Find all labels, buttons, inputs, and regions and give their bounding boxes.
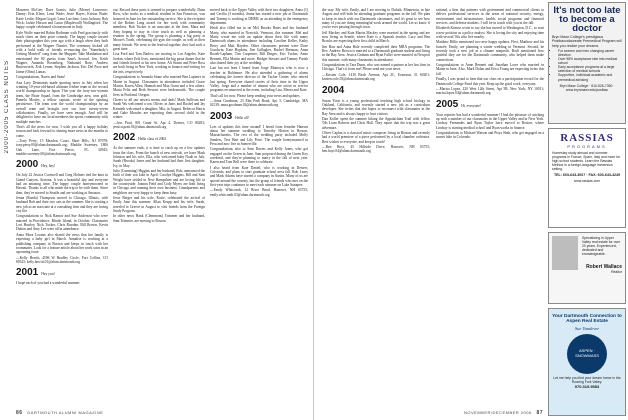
ad-rassias-programs[interactable]	[548, 128, 626, 228]
rassias-phone: TEL: 603-643-3007 · FAX: 603-643-4249	[553, 173, 621, 178]
class-note-paragraph: moved back to the Upper Valley with their two daughters, Anna (1) and Cecilia (3 months). Jenna has started a new job at Dartmouth and Tommy is working at DHMC as an attending in the emergency department.	[210, 8, 308, 26]
class-note-paragraph: Jenna (Rueda) Thompson moved to Chicago, Illinois, with husband Rob and their two cats in the summer. She is starting a new job as an associate at a consulting firm and they are loving city life.	[16, 196, 108, 214]
ad-postbac-subtitle: Bryn Mawr College's prestigious Postbaccalaureate Premedical Program will help you realize your dreams.	[552, 35, 622, 48]
class-note-paragraph: Congratulations also to Sam Davies and Kelly Jones, who got engaged on the Green in June. Sam proposed during the Green Key weekend, and they're planning to marry in the fall of next year. Karen and Tom Bell were there to celebrate.	[210, 147, 308, 165]
class-year-greeting: Hello all!	[235, 115, 249, 120]
class-note-paragraph: Congratulations, Norris and Sean!	[16, 75, 66, 80]
class-note-paragraph: That's all for now. Please keep sending your news and updates.	[210, 93, 301, 98]
class-note-paragraph: Dan Koller spent the summer hiking the Appalachian Trail with fellow '04s Liam Roberts and Chris Hall. They report that the trip was a great adventure.	[322, 116, 430, 130]
class-note-paragraph: Susan Yoon is a young professional teaching high school biology in Oakland, California, and recently started a new job as a curriculum developer. She writes that she hopes to reconnect with classmates in the Bay Area and is always happy to host visitors.	[322, 98, 430, 116]
ad-postbac-bullet: • For women and men changing career direction	[558, 49, 622, 57]
class-year-heading	[16, 267, 108, 280]
class-note-paragraph: Matthew Billie mentioned two new happy updates. First, Matthew and his fiancée, Emily, are planning a winter wedding in Vermont. Second, he recently took a new job at a climate nonprofit. Both mentioned how grateful they are for the Dartmouth community, who helped them make connections.	[436, 40, 544, 62]
class-note-paragraph: Maureen McGee; Dave Gomis; Julie (Morse) Lawrence; Danny; Erin Klein; Lena Wade; Jesse Hayes; Kristin Wade; Katie Leslie; Megan Gogol; Lena Lucchini; Lena Jackson; Rob Wick; Jackie Hixson and Laura (Maplewall) Wallingford. The happy couple celebrated a honeymoon in Italy.	[16, 8, 108, 30]
class-year-greeting: Hey, hey!	[41, 164, 56, 169]
class-year: 2005	[436, 98, 459, 110]
class-year-greeting: Hi, everyone!	[461, 103, 482, 108]
aspen-headline: Your Dartmouth Connection to Aspen Real Estate	[552, 314, 622, 324]
aspen-phone: 970.319.9583	[574, 384, 600, 389]
right-footer	[464, 410, 543, 416]
class-year-heading	[436, 99, 544, 112]
class-note-paragraph: rational, a firm that partners with government and commercial clients to deliver professional services in the areas of national security, energy, environment and infrastructure, health, social programs and financial services, and defense markets. I will be in touch with you in the fall.	[436, 8, 544, 26]
aspen-logo-circle	[567, 334, 607, 374]
class-note-paragraph: Julie (Cumming) Higgins and her husband, Rob, announced the birth of their son Jake in April. Carolyn Higgins, Bill and Sam Wright have settled in New Hampshire and are loving life in the countryside. Joanna Field and Cody Myers are both living in Chicago and running their own business. Grandparents and neighbors are very happy to keep them busy.	[113, 169, 205, 195]
realtor-role: Realtor	[611, 270, 622, 275]
class-note-paragraph: In other news Hank (Clemmons) Trimmer and her husband, Sam Trimmer, are moving to Boston.	[113, 214, 205, 223]
class-note-paragraph: I also heard from Kate Daniel, who is working in Denver, Colorado, and plans to start graduate school next fall. Rob Leary and Mark Adams have started a company in Austin. Many of us are spread around the country, but the group of friends who met on the first-year trips continues to meet each summer on Lake Sunapee.	[210, 165, 308, 188]
class-note-paragraph: As the summer ends, it is time to catch up on a few updates from the class. From the bunch of new arrivals, we have Mark Johnson and his wife, Ella, who welcomed baby Noah in July. Sarah (Brooks) Jones and her husband had their first daughter, Ivy, in May.	[113, 146, 205, 168]
left-page-number: 86	[16, 410, 23, 416]
realtor-photo	[552, 236, 578, 270]
class-note-paragraph: Cheers to all our newest moms and dads! Mark Sullivan and Sarah Wu welcomed a son, Oliver, in June, and Rachel and Jay Kenneth welcomed a daughter, Mia, in August. Rebecca Harris and Gabe Morales are expecting their second child in the winter.	[113, 97, 205, 120]
class-note-paragraph: —Kelly Hewitt, 4506 W Bradley Circle, Fort Collins, CO 80525; kelly.hewitt.01@alum.dartmouth.org	[16, 255, 108, 264]
class-year-heading	[16, 159, 108, 172]
class-note-paragraph: Oliver Caplan is a classical music composer living in Boston and recently had a world premiere of a piece performed by a local chamber orchestra. Best wishes to everyone, and keep in touch!	[322, 130, 430, 144]
class-year: 2001	[16, 267, 39, 279]
class-year: 2000	[16, 159, 39, 171]
class-note-paragraph: Finally, I was proud to hear that our class set a participation record for the Dartmouth College Fund this year. Keep up the good work, everyone.	[436, 77, 544, 86]
aspen-description: Let me help you find your dream home in the Roaring Fork Valley.	[553, 376, 621, 384]
class-note-paragraph: —Tony Perry, 15 Meadow Court, Short Hills, NJ 07078; tony.perry.00@alum.dartmouth.org; Maddie Sweeney, 1806 Oak Lane, Fort Pierce, FL 34945; maddie.sweeney.00@alum.dartmouth.org	[16, 138, 108, 156]
class-note-paragraph: —Ben Hoyt, 45 Hillside Drive, Hanover, NH 03755; ben.hoyt.04@alum.dartmouth.org	[322, 144, 430, 154]
class-note-paragraph: Anna Mora Loomis also shared the news that her family is expecting a baby girl in March. Annalise is working at a publishing company in Boston and keeps in touch with her roommates. Look for a feature article about her work soon in an upcoming issue.	[16, 232, 108, 255]
rassias-website[interactable]: www.rassias.com	[573, 179, 601, 184]
class-note-paragraph: Lisa Ford and Tom Barlow are moving to Los Angeles. Kate Jordan, where Erik lives, mentioned the big pasta dinner that he and friends hosted at his new home. Ali Sturm and Peter Ross are both living in New York, working in finance and writing for the arts, respectively.	[113, 52, 205, 74]
class-year-heading	[322, 85, 430, 98]
column-right-2	[436, 8, 544, 408]
class-year-greeting: Hey you!	[41, 272, 55, 277]
aspen-agent-name: Sue Vandever	[574, 326, 600, 331]
column-left-2	[113, 8, 205, 408]
side-tag: 2000-2005 CLASS NOTES	[4, 60, 10, 154]
column-left-3	[210, 8, 308, 408]
ad-postbac-premed[interactable]	[548, 2, 626, 124]
class-note-paragraph: Congratulations to Anne Bennett and Jonathan Lowe who married in Maine in June. Also, Mark Dolan and Erica Young are expecting twins this fall.	[436, 63, 544, 76]
class-year: 2004	[322, 84, 345, 96]
class-year: 2002	[113, 132, 136, 144]
column-right-1	[322, 8, 430, 408]
ad-postbac-bullet: • Early acceptance programs at a large selection of medical schools	[558, 65, 622, 73]
right-issue-date: NOVEMBER/DECEMBER 2006	[464, 410, 532, 415]
realtor-name: Robert Wallace	[586, 264, 622, 271]
ad-aspen-real-estate[interactable]	[548, 308, 626, 416]
ad-postbac-bullet: • Supportive, individual academic and premedical advising	[558, 73, 622, 81]
class-note-paragraph: Last but not least I heard from Jorge Montoya, who is now a teacher in Baltimore. He also attended a gathering of alums celebrating the former director of the Tucker Center, who retired last spring. Everyone shared stories of their time in the Upper Valley. Jorge and a number of alumni who are active in service programs reconnected at the event, including Lisa, Meera and Kate.	[210, 66, 308, 93]
ad-postbac-title: It's not too late to become a doctor	[553, 5, 621, 34]
class-note-paragraph: On July 22 Jessica Cornwell and Greg Holmes tied the knot in Grand Canyon, Arizona. It was a beautiful day and everyone had an amazing time. The happy couple honeymooned in Hawaii. Thanks to all who made the trip to be with them. Since then, they've moved to Seattle and are working at Amazon.	[16, 173, 108, 195]
ad-postbac-contact[interactable]: Bryn Mawr College · 610-526-7350 · www.brynmawr.edu/postbac	[559, 83, 615, 92]
class-note-paragraph: —Emily Whitcomb, 12 River Bend, Hanover, NH 03755; emily.whitcomb.03@alum.dartmouth.org	[210, 188, 308, 197]
class-note-paragraph: Lots of updates this time around! I heard from Jennifer Hansen about her summer wedding to Timothy Horton in Boston, Massachusetts. The rest of the wedding party included Molly Sanders, Tess Hart and Lily Price. The couple honeymooned in Peru and now live in Somerville.	[210, 124, 308, 146]
ad-postbac-bullets	[552, 49, 622, 82]
left-magazine-name: DARTMOUTH ALUMNI MAGAZINE	[27, 410, 104, 415]
class-note-paragraph: —Jess Pratt, 801 Grant St, Apt 4, Denver, CO 80203; jessica.pratt.01@alum.dartmouth.org	[113, 120, 205, 129]
class-note-paragraph: Elizabeth Kirmse wrote to say she has moved to Washington, D.C., to start a new position as a policy analyst. She is loving the city and enjoying time with several '04s who live nearby.	[436, 26, 544, 40]
class-note-paragraph: Kyle Wolfe married Robin Rothman with Fred graciously with much cheer on their prior comedy. The happy couple trusted their photographer this year ago with a laugh when they both performed at the Wagner Theater. The ceremony kicked off with a bold walk of friends re-enacting the "Somebody's Getting Married" song from the Muppets Take Manhattan and entertained the 80 guests from Sam's Second. Jen, Keith Wagner, Amanda Rosenberg, Nathaniel Rose, Andrew Butterworth, Erik Lerner, Stephen Jackson, Eric Del Pozo and Jaime (Ohm) Lamas.	[16, 30, 108, 74]
class-year-heading	[210, 111, 308, 124]
class-note-paragraph: —Marisa Lopez, 220 West 12th Street, Apt 5B, New York, NY 10011; marisa.lopez.04@alum.dartmouth.org	[436, 86, 544, 96]
class-note-paragraph: Your reporter has had a wonderful summer! I had the pleasure of catching up with a number of our classmates in the Upper Valley and in New York. Lindsay Fernandes and Ryan Taylor have moved to Boston, where Lindsay is starting medical school and Ryan works in finance.	[436, 112, 544, 130]
class-note-paragraph: —Kristen Cole, 1410 Birch Avenue, Apt 2C, Evanston, IL 60201; kristen.cole.03@alum.dartmouth.org	[322, 72, 430, 82]
class-year-heading	[113, 132, 205, 145]
right-page-number: 87	[536, 410, 544, 416]
rassias-description: Homestay study abroad and summer programs in France, Spain, Italy and more for high school students. Learn the Rassias Method in a foreign-language immersion setting.	[552, 151, 621, 172]
column-left-1	[16, 8, 108, 408]
rassias-logo: RASSIAS	[560, 132, 614, 144]
ad-postbac-bullet: • Over 98% acceptance rate into medical school	[558, 57, 622, 65]
class-note-paragraph: Congratulations to Nick Ramos and Sue Anderson who were married in Providence, Rhode Island, in October. Classmates Lori Hawley, Nick Tucker, Chris Riordan, Bill Brown, Kevin Dutton and Amy Lee were all in attendance.	[16, 214, 108, 232]
class-note-paragraph: Congratulations to Tara Dunn, who was named a partner at her law firm in Chicago. That's it from me! Please send me your news.	[322, 63, 430, 72]
class-note-paragraph: out. Record these parts it seemed to prepare wonderfully. Dana Ross, who works as a medical resident in San Francisco, was honored in June for her outstanding service. She is the recipient of the Robert Long award for her work with community members. Rob Tucker is an associate at the firm, Mara and Amy hoping to stay in close touch as well as planning a reunion in the spring. The group is planning a big party at Moose's Tooth, celebrating the gym the couple, as well as their many friends. We went to the festival together, they had such a great time.	[113, 8, 205, 52]
class-year: 2003	[210, 110, 233, 122]
ad-realtor[interactable]	[548, 232, 626, 304]
class-note-paragraph: Heidi also filled me in on Mel Brooks Bates and her husband Marty, who married in Norwich, Vermont, this summer. Mel and Marty wrote me with an update about their life with many Dartmouth alums in attendance including Caroline Keller, Kathy Berry and Matt Hayden. Other classmates present were Dave Goodwin, Kate Hopkins, Jim Gallagher, Rachel Brennan, Anna Rozek-Lapham, Tim Carpenter, Bill Dinges, Eric Tucker, Amie Bennett, Ella Martin and more. Bridget Stewart and Tommy Parish also shared their joy at the wedding.	[210, 26, 308, 66]
class-note-paragraph: the way. My wife, Emily, and I are moving to Duluth, Minnesota, in late August and will both be attending graduate programs in the fall. We plan to keep in touch with our Dartmouth classmates, and it's great to see how many of you are doing meaningful work around the world. Let us know if you're ever passing through town.	[322, 8, 430, 30]
aspen-logo-label: ASPEN · SNOWMASS	[575, 348, 599, 358]
class-note-paragraph: Ana Lucy Desmarais made sporting news in July when her winning 10-year-old-based ultimate frisbee team in the second world championship in Japan. This year the forty-two-women team, the Brute Squad, from the Cambridge area, won gold. Pamela Mosley, a fellow captain, wrote of the sporting persistence. The team won the world championships by an overall team and brought over our lone twenty-seven collaborators. Finally, we have seen enough. And will be delighted to have our local members the sports community with multiple matches.	[16, 80, 108, 124]
advertisement-column	[548, 0, 628, 420]
class-note-paragraph: I hope each of you had a wonderful summer.	[16, 281, 81, 286]
class-note-paragraph: Congratulations to Amanda Stone who married Ben Lapierre in Maine in August. Classmates in attendance included Grace Martin, Karen Allen, Hannah and Max Grant and a few others. Maria Feliz and Beth Stewart were bridesmaids. The couple lives in Portland, Oregon.	[113, 75, 205, 97]
class-year-greeting: Hello class of 2002	[138, 137, 167, 142]
realtor-description: Specializing in Upper Valley real estate for over 20 years. Experienced, dedicated and knowledgeable.	[582, 236, 621, 257]
class-note-paragraph: Jim Barr and Anna Hale recently completed their MBA programs. The Rev. Andrew Brown is married to a Dartmouth graduate student and living in the Bay Area. Jessica Graham and Ryan Fuller were married in Newport this summer, with many classmates in attendance.	[322, 44, 430, 62]
class-note-paragraph: Jeff Mackey and Kate Martin Mackey were married in the spring and are now living in Seattle, where Kate is a Spanish teacher. Lucy and Ben Brooks are expecting their first child in March.	[322, 30, 430, 44]
class-note-paragraph: Jesse Berger and his wife, Rosie, celebrated the arrival of Emily Jane this summer. Allan Krupp and his wife, Sarah, traveled to Greece in August to visit friends from the Foreign Study Program.	[113, 196, 205, 214]
class-note-paragraph: That's all the news for now. I wish you all a happy holiday season and look forward to sharing more news in the months to come.	[16, 124, 108, 138]
class-note-paragraph: —Anna Goodman, 23 Elm Park Road, Apt 3, Cambridge, MA 02139; anna.goodman.02@alum.dartmouth.org	[210, 98, 308, 108]
class-note-paragraph: Congratulations to Michael Watson and Priya Shah, who got engaged on a sunset hike in Colorado.	[436, 130, 544, 140]
rassias-programs-label: PROGRAMS	[567, 144, 607, 149]
left-footer	[16, 410, 103, 416]
